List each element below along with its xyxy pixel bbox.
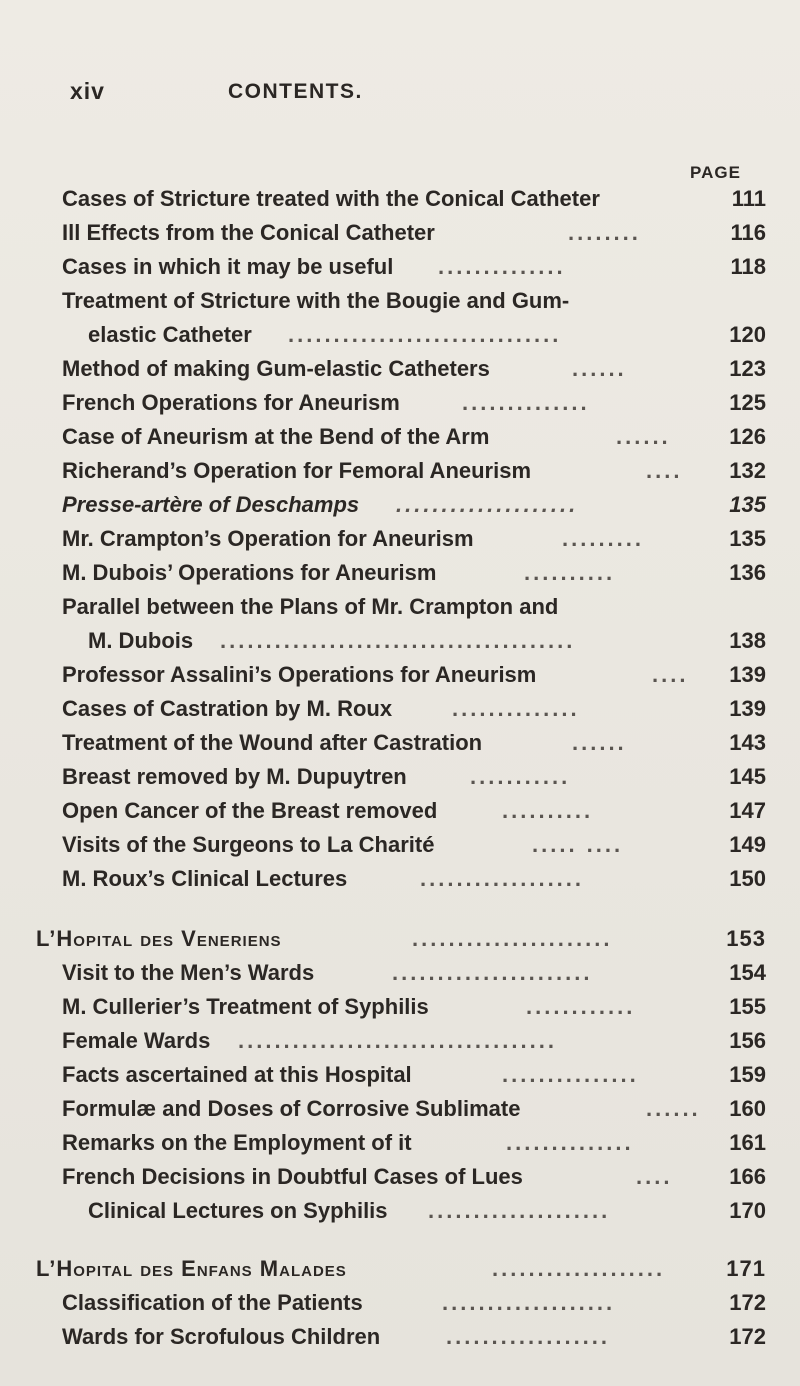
toc-entry: Classification of the Patients ................... 172: [62, 1290, 766, 1315]
page-column-label: PAGE: [690, 163, 741, 182]
toc-entry: Treatment of the Wound after Castration ...... 143: [62, 730, 766, 755]
toc-entry: Visits of the Surgeons to La Charité ..... .... 149: [62, 832, 766, 857]
toc-entry: Case of Aneurism at the Bend of the Arm ...... 126: [62, 424, 766, 449]
toc-entry: M. Roux’s Clinical Lectures .................. 150: [62, 866, 766, 891]
toc-entry: Clinical Lectures on Syphilis .................... 170: [88, 1198, 766, 1223]
toc-entry: Cases of Stricture treated with the Conical Catheter 111: [62, 186, 766, 211]
toc-entry: Cases in which it may be useful .............. 118: [62, 254, 766, 279]
toc-entry: Breast removed by M. Dupuytren ........... 145: [62, 764, 766, 789]
toc-section-heading: L’Hopital des Veneriens ...................... 153: [36, 926, 766, 951]
toc-section-heading: L’Hopital des Enfans Malades ................... 171: [36, 1256, 766, 1281]
toc-entry: Visit to the Men’s Wards ...................... 154: [62, 960, 766, 985]
toc-entry: Presse-artère of Deschamps .................... 135: [62, 492, 766, 517]
toc-entry: Female Wards ................................... 156: [62, 1028, 766, 1053]
toc-entry: Parallel between the Plans of Mr. Crampton and: [62, 594, 559, 619]
toc-entry: French Operations for Aneurism .............. 125: [62, 390, 766, 415]
page-number: xiv: [70, 78, 105, 104]
toc-entry: Facts ascertained at this Hospital ............... 159: [62, 1062, 766, 1087]
toc-entry: Treatment of Stricture with the Bougie and Gum-: [62, 288, 570, 313]
toc-entry: Richerand’s Operation for Femoral Aneurism .... 132: [62, 458, 766, 483]
toc-entry: M. Dubois’ Operations for Aneurism .......... 136: [62, 560, 766, 585]
running-title: CONTENTS.: [228, 80, 363, 103]
toc-entry: Ill Effects from the Conical Catheter ........ 116: [62, 220, 766, 245]
toc-entry: Cases of Castration by M. Roux .............. 139: [62, 696, 766, 721]
toc-entry: M. Cullerier’s Treatment of Syphilis ............ 155: [62, 994, 766, 1019]
toc-entry: M. Dubois ....................................... 138: [88, 628, 766, 653]
toc-entry: Professor Assalini’s Operations for Aneurism .... 139: [62, 662, 766, 687]
toc-entry: elastic Catheter .............................. 120: [88, 322, 766, 347]
toc-entry: Open Cancer of the Breast removed .......... 147: [62, 798, 766, 823]
toc-entry: Mr. Crampton’s Operation for Aneurism ......... 135: [62, 526, 766, 551]
toc-entry: Wards for Scrofulous Children .................. 172: [62, 1324, 766, 1349]
toc-entry: French Decisions in Doubtful Cases of Lues .... 166: [62, 1164, 766, 1189]
toc-entry: Remarks on the Employment of it .............. 161: [62, 1130, 766, 1155]
toc-entry: Method of making Gum-elastic Catheters ...... 123: [62, 356, 766, 381]
page-header: [0, 78, 800, 108]
toc-entry: Formulæ and Doses of Corrosive Sublimate ...... 160: [62, 1096, 766, 1121]
